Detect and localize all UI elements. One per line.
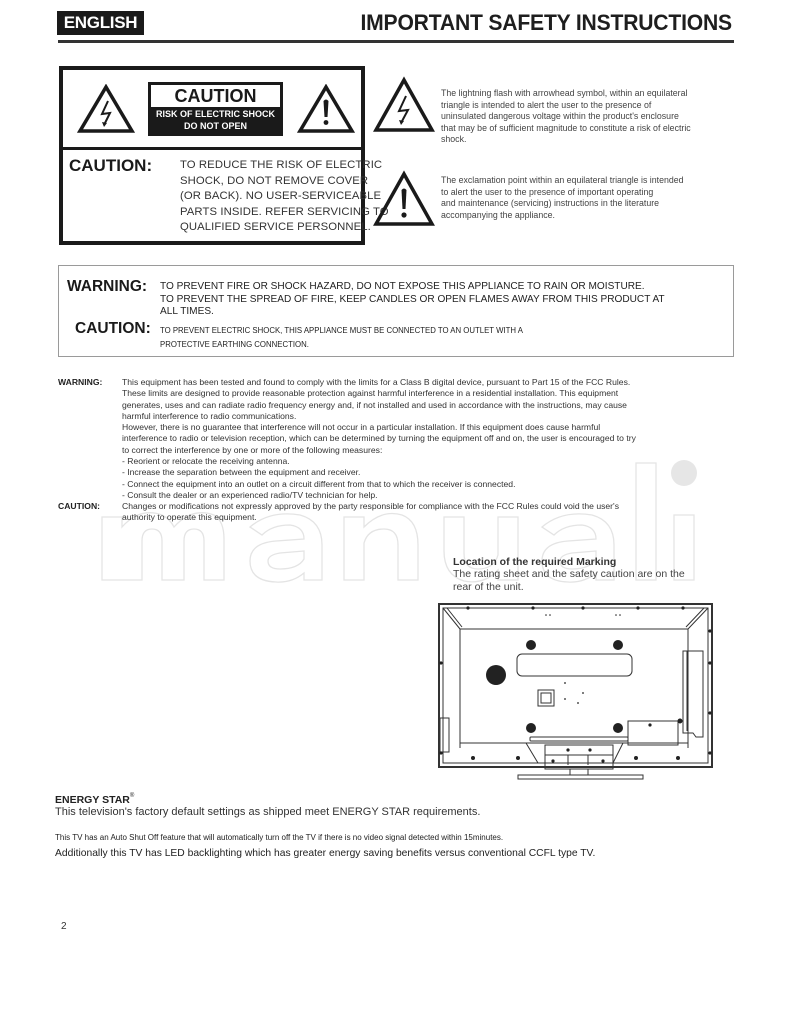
header-divider <box>58 40 734 43</box>
caution-box-divider <box>63 147 361 150</box>
fcc-caution-label: CAUTION: <box>58 501 101 511</box>
lightning-symbol-explanation <box>373 76 743 146</box>
led-backlight-note: Additionally this TV has LED backlighting which has greater energy saving benefits versus conventional CCFL type TV. <box>55 848 596 859</box>
caution-heading: CAUTION: <box>69 156 153 175</box>
lightning-triangle-icon <box>373 76 435 134</box>
measure-item: - Connect the equipment into an outlet on a circuit different from that to which the receiver is connected. <box>122 478 516 489</box>
measure-item: - Consult the dealer or an experienced radio/TV technician for help. <box>122 489 378 500</box>
marking-title: Location of the required Marking <box>453 556 617 568</box>
exclamation-triangle-icon <box>297 84 355 134</box>
caution-sticker-subtitle: RISK OF ELECTRIC SHOCK DO NOT OPEN <box>151 107 280 133</box>
warning-text: TO PREVENT FIRE OR SHOCK HAZARD, DO NOT EXPOSE THIS APPLIANCE TO RAIN OR MOISTURE. TO PREVENT THE SPREAD OF FIRE, KEEP CANDLES OR OPEN FLAMES AWAY FROM THIS PRODUCT AT ALL TIMES. <box>160 281 665 318</box>
caution-body: TO REDUCE THE RISK OF ELECTRIC SHOCK, DO NOT REMOVE COVER (OR BACK). NO USER-SERVICEABLE PARTS INSIDE. REFER SERVICING TO QUALIFIED SERVICE PERSONNEL. <box>180 159 389 233</box>
measure-item: - Increase the separation between the equipment and receiver. <box>122 467 361 478</box>
lightning-triangle-icon <box>77 84 135 134</box>
energy-star-text: This television's factory default settings as shipped meet ENERGY STAR requirements. <box>55 806 481 818</box>
fcc-caution-text: Changes or modifications not expressly approved by the party responsible for compliance with the FCC Rules could void the user's authority to operate this equipment. <box>122 501 619 523</box>
warning-heading: WARNING: <box>67 278 148 295</box>
registered-mark: ® <box>129 793 135 799</box>
marking-text: The rating sheet and the safety caution are on the rear of the unit. <box>453 568 685 593</box>
exclamation-triangle-icon <box>373 170 435 228</box>
caution-text: TO PREVENT ELECTRIC SHOCK, THIS APPLIANCE MUST BE CONNECTED TO AN OUTLET WITH A PROTECTIVE EARTHING CONNECTION. <box>160 326 523 349</box>
tv-rear-view-diagram <box>438 603 713 781</box>
auto-shut-off-note: This TV has an Auto Shut Off feature that will automatically turn off the TV if there is no video signal detected within 15minutes. <box>55 833 504 842</box>
fcc-warning-label: WARNING: <box>58 377 103 387</box>
exclamation-symbol-description: The exclamation point within an equilateral triangle is intended to alert the user to the presence of important operating and maintenance (servicing) instructions in the literature accompanying the appliance. <box>441 175 684 220</box>
caution-label-box <box>59 66 389 245</box>
caution-sticker <box>148 82 283 136</box>
caution-heading: CAUTION: <box>75 320 151 337</box>
warning-box <box>58 265 734 357</box>
lightning-symbol-description: The lightning flash with arrowhead symbol, within an equilateral triangle is intended to alert the user to the presence of uninsulated dangerous voltage within the product's enclosure that may be of sufficient magnitude to constitute a risk of electric shock. <box>441 88 691 144</box>
energy-star-title: ENERGY STAR® <box>55 793 135 806</box>
caution-sticker-title: CAUTION <box>174 86 257 106</box>
page-title: IMPORTANT SAFETY INSTRUCTIONS <box>360 10 732 35</box>
fcc-warning-text: This equipment has been tested and found to comply with the limits for a Class B digital device, pursuant to Part 15 of the FCC Rules. These limits are designed to provide reasonable protection against harmful interference in a residential installation. This equipment generates, uses and can radiate radio frequency energy and, if not installed and used in accordance with the instructions, may cause harmful interference to radio communications. However, there is no guarantee that interference will not occur in a particular installation. If this equipment does cause harmful interference to radio or television reception, which can be determined by turning the equipment off and on, the user is encouraged to try to correct the interference by one or more of the following measures: - Reorient or relocate the receiving antenna. - Increase the separation between the equipment and receiver. - Connect the equipment into an outlet on a circuit different from that to which the receiver is connected. - Consult the dealer or an experienced radio/TV technician for help. <box>122 377 636 500</box>
page-number: 2 <box>61 921 67 932</box>
exclamation-symbol-explanation <box>373 170 743 235</box>
measure-item: - Reorient or relocate the receiving antenna. <box>122 456 290 467</box>
language-badge: ENGLISH <box>57 11 144 35</box>
